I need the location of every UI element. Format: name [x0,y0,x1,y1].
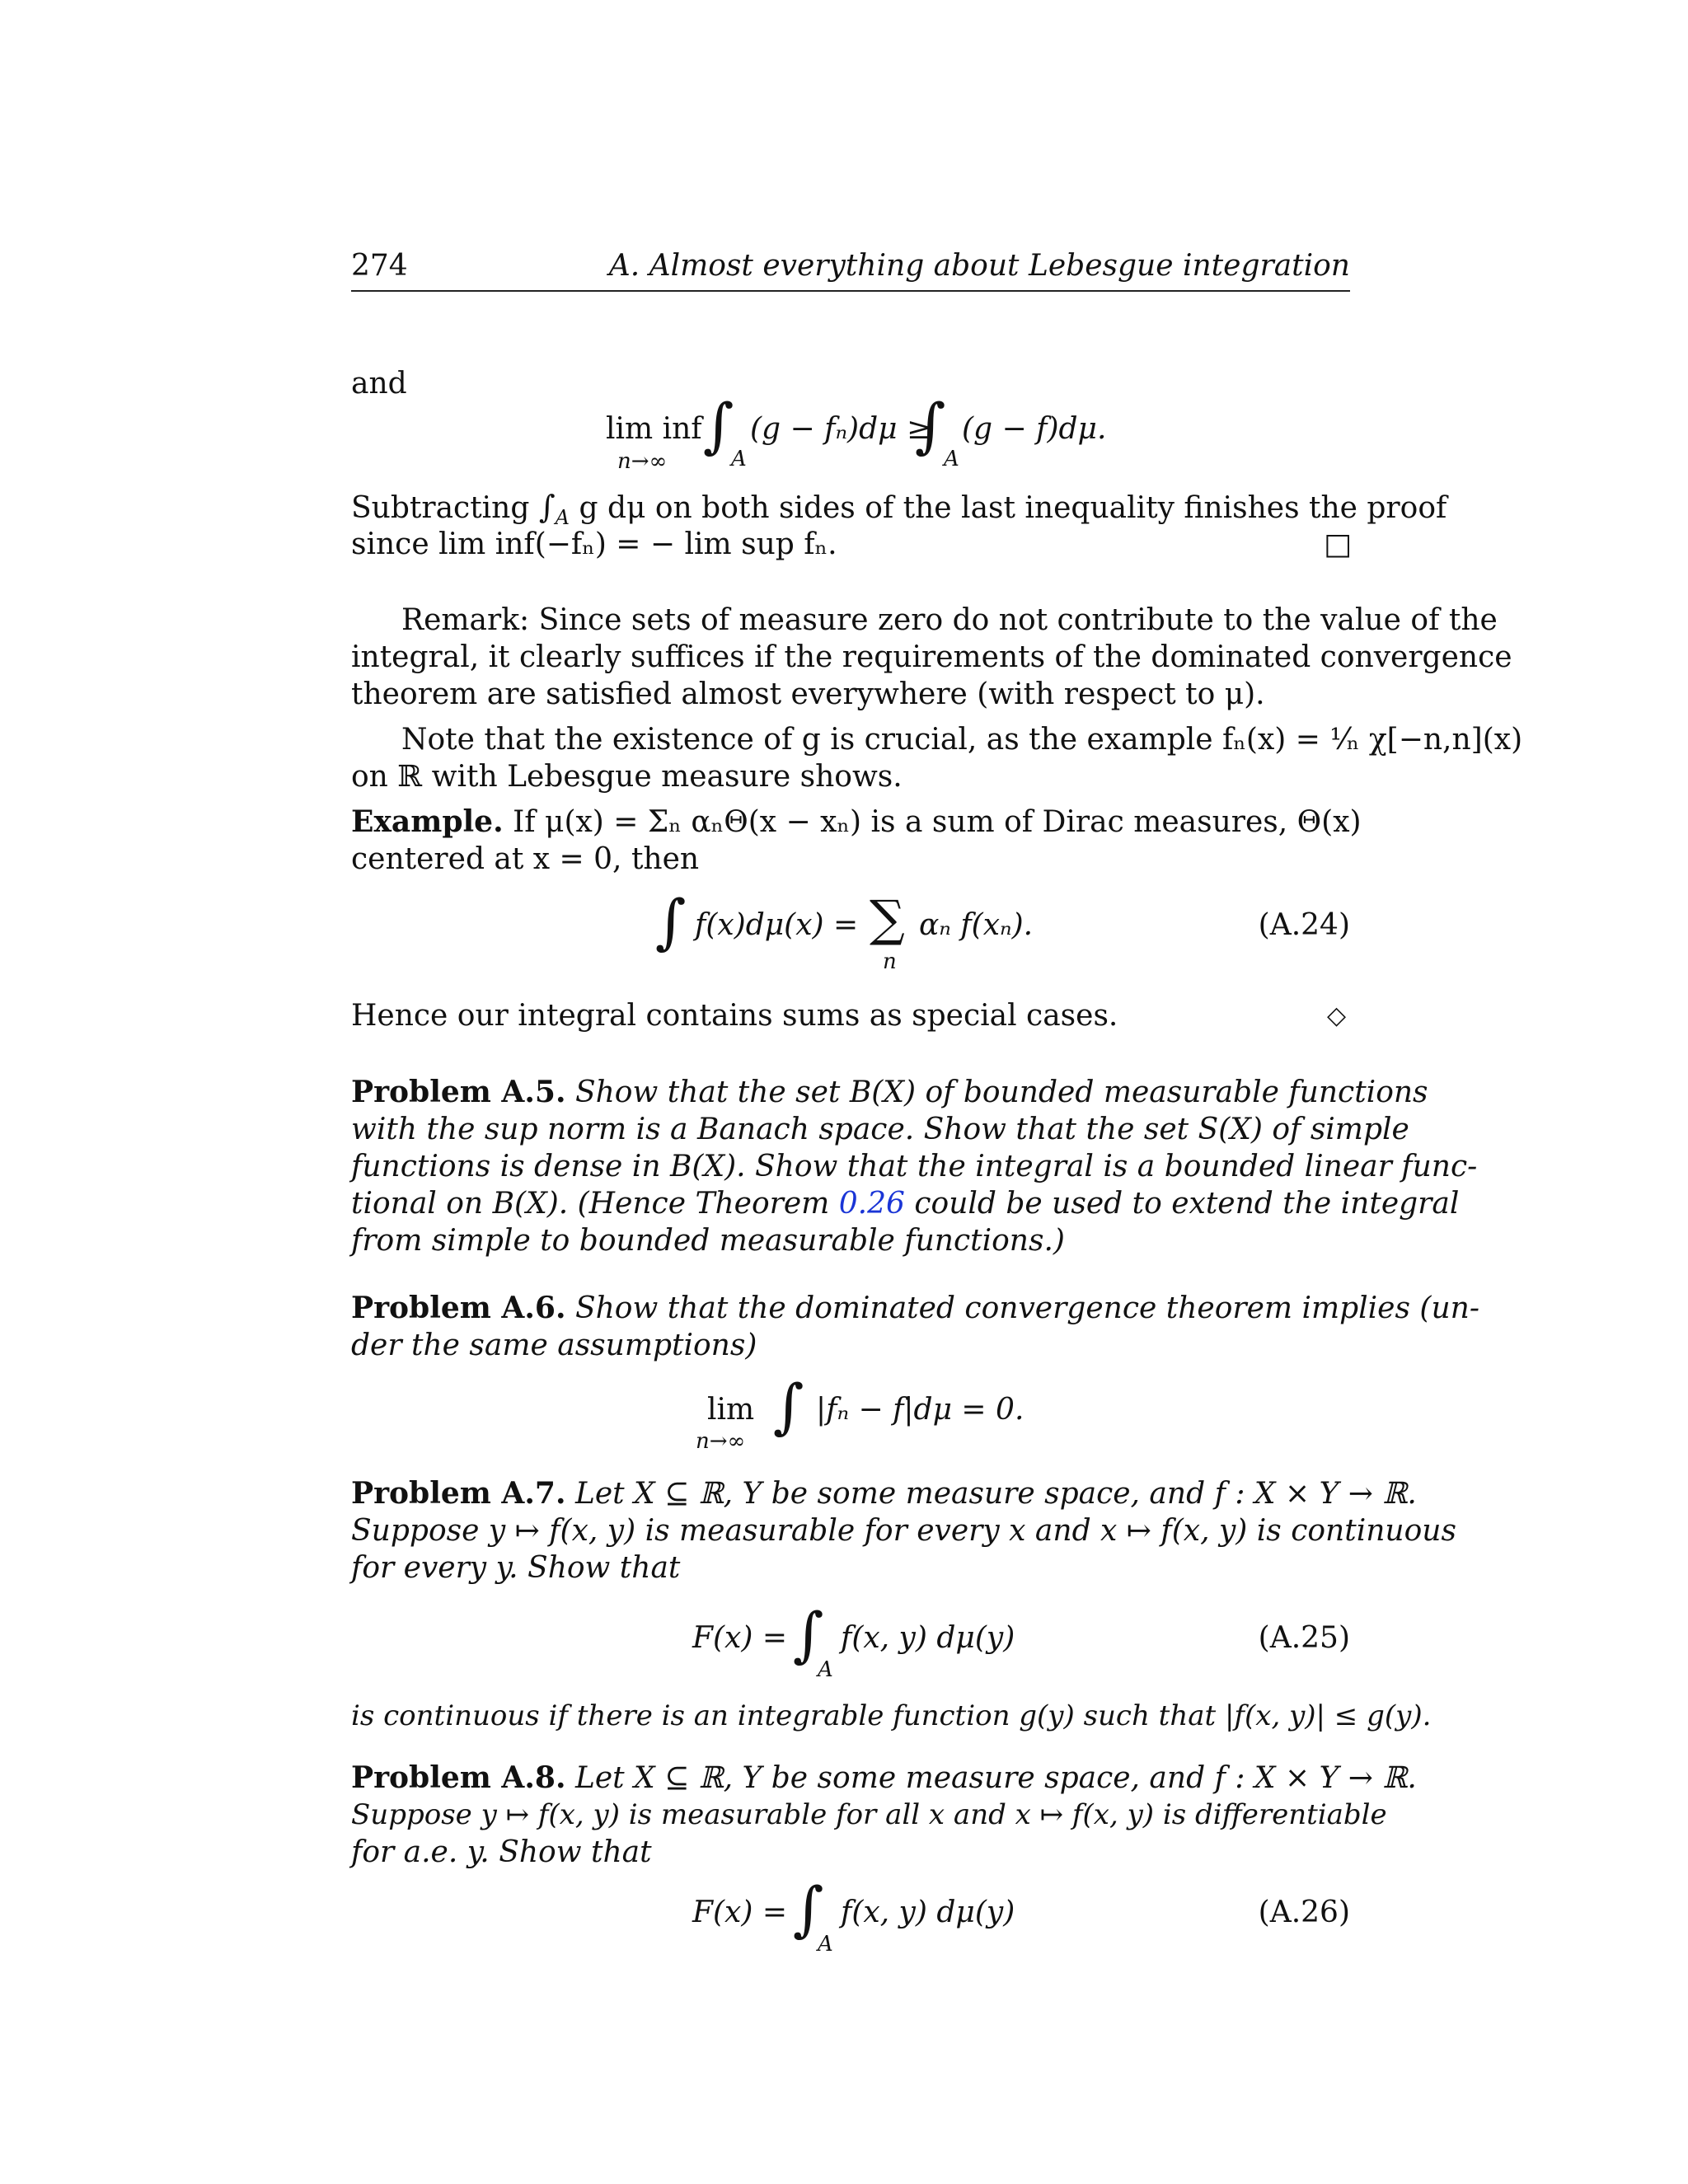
problem-a5-text: Show that the set B(X) of bounded measurable functions [574,1076,1428,1109]
problem-a6-line-1 [351,1290,1479,1327]
liminf-label: lim inf [606,412,702,446]
integral-sign: ∫ [655,887,687,956]
eq-number-a25: (A.25) [1258,1621,1350,1655]
remark-line-3: theorem are satisfied almost everywhere (with respect to μ). [351,677,1265,711]
problem-a8-label: Problem A.8. [351,1760,566,1795]
remark-line-2: integral, it clearly suffices if the requirements of the dominated convergence [351,640,1512,674]
a6-lim: lim [707,1393,755,1427]
example-closing: Hence our integral contains sums as special cases. [351,999,1118,1033]
sum-subscript: n [883,949,897,974]
a6-body: |fₙ − f|dμ = 0. [816,1393,1025,1427]
equation-liminf [606,391,1117,486]
equation-a24 [655,887,1067,981]
integral-sign: ∫ [915,391,946,460]
problem-a7-line-4: is continuous if there is an integrable function g(y) such that |f(x, y)| ≤ g(y). [351,1699,1432,1732]
problem-a6-line-2: der the same assumptions) [351,1329,757,1362]
problem-a6-label: Problem A.6. [351,1291,566,1325]
problem-a5-line-5: from simple to bounded measurable functions.) [351,1224,1065,1258]
equation-a25 [692,1600,1039,1694]
problem-a7-label: Problem A.7. [351,1476,566,1511]
example-label: Example. [351,804,504,839]
integral-subscript: A [818,1932,833,1957]
problem-a7-text: Let X ⊆ ℝ, Y be some measure space, and f : X × Y → ℝ. [574,1477,1417,1511]
problem-a8-text: Let X ⊆ ℝ, Y be some measure space, and f : X × Y → ℝ. [574,1761,1417,1795]
equation-a6 [692,1371,1039,1465]
problem-a5-line-4a: tional on B(X). (Hence Theorem [351,1187,830,1221]
problem-a7-line-1 [351,1475,1417,1512]
problem-a8-line-2: Suppose y ↦ f(x, y) is measurable for all x and x ↦ f(x, y) is differentiable [351,1798,1387,1831]
liminf-sub: n→∞ [617,449,668,474]
example-text: If μ(x) = Σₙ αₙΘ(x − xₙ) is a sum of Dirac measures, Θ(x) [513,805,1362,839]
page-number: 274 [351,249,408,283]
integral-sign: ∫ [703,391,734,460]
integral-sign: ∫ [538,489,556,525]
a26-rhs: f(x, y) dμ(y) [841,1896,1015,1929]
eq-number-a26: (A.26) [1258,1896,1350,1929]
problem-a5-line-3: functions is dense in B(X). Show that the integral is a bounded linear func- [351,1150,1478,1183]
integral-subscript: A [818,1657,833,1682]
example-line-1 [351,804,1362,841]
remark-line-1: Remark: Since sets of measure zero do not contribute to the value of the [401,603,1498,637]
running-title: A. Almost everything about Lebesgue integration [608,249,1350,283]
problem-a8-line-3: for a.e. y. Show that [351,1835,652,1869]
problem-a5-line-2: with the sup norm is a Banach space. Show that the set S(X) of simple [351,1113,1409,1146]
liminf-lhs: (g − fₙ)dμ ≥ [750,412,932,446]
problem-a5-label: Problem A.5. [351,1075,566,1109]
header-rule [351,290,1350,292]
integral-sign: ∫ [773,1371,804,1441]
liminf-rhs: (g − f)dμ. [962,412,1107,446]
subtract-rest: g dμ on both sides of the last inequality finishes the proof [579,491,1447,525]
a25-lhs: F(x) = [692,1621,787,1655]
problem-a8-line-1 [351,1760,1417,1797]
subtract-line-2: since lim inf(−fₙ) = − lim sup fₙ. [351,527,837,561]
integral-subscript: A [944,447,959,471]
problem-a7-line-3: for every y. Show that [351,1551,681,1585]
integral-sign: ∫ [793,1874,824,1943]
a26-lhs: F(x) = [692,1896,787,1929]
and-word: and [351,367,407,401]
a24-rhs: αₙ f(xₙ). [919,908,1034,942]
problem-a5-line-4 [351,1185,1459,1222]
problem-a5-line-1 [351,1074,1428,1111]
example-end-mark: ◇ [1327,1001,1347,1030]
subtract-lead: Subtracting [351,491,530,525]
equation-a26 [692,1874,1039,1968]
theorem-link[interactable]: 0.26 [838,1187,905,1221]
a6-lim-sub: n→∞ [696,1429,746,1454]
integral-subscript: A [731,447,747,471]
sum-sign: ∑ [870,890,905,948]
example-line-2: centered at x = 0, then [351,842,700,876]
problem-a5-line-4b: could be used to extend the integral [914,1187,1460,1221]
problem-a7-line-2: Suppose y ↦ f(x, y) is measurable for every x and x ↦ f(x, y) is continuous [351,1514,1456,1548]
a24-lhs: f(x)dμ(x) = [695,908,859,942]
note-line-2: on ℝ with Lebesgue measure shows. [351,760,903,794]
problem-a6-text: Show that the dominated convergence theorem implies (un- [574,1291,1479,1325]
integral-sign: ∫ [793,1600,824,1669]
integral-subscript: A [555,506,570,529]
note-line-1: Note that the existence of g is crucial, as the example fₙ(x) = ¹⁄ₙ χ[−n,n](x) [401,723,1523,757]
a25-rhs: f(x, y) dμ(y) [841,1621,1015,1655]
qed-mark: □ [1324,527,1353,561]
eq-number-a24: (A.24) [1258,908,1350,942]
